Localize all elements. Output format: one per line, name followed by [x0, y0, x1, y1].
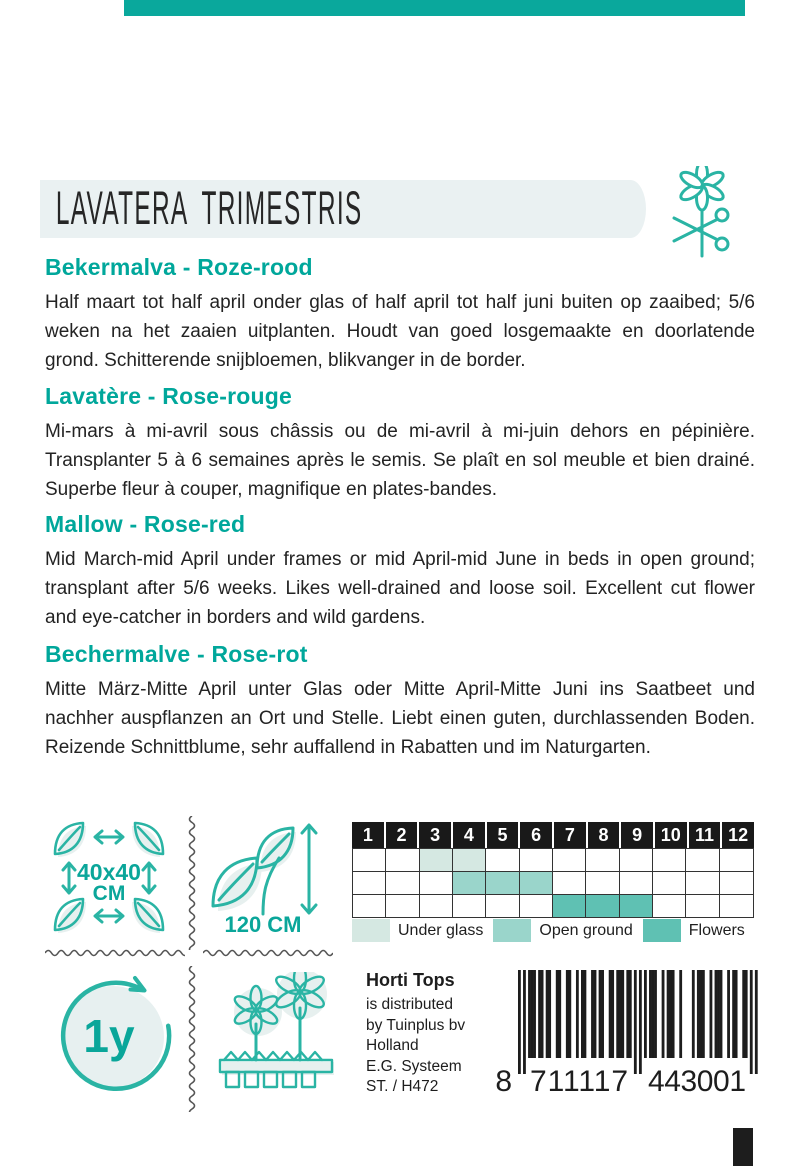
calendar-cell-r2-m10 [653, 895, 686, 917]
legend-swatch [352, 919, 390, 942]
calendar-month-2: 2 [386, 822, 418, 848]
legend-item-under-glass [352, 919, 483, 942]
legend-item-flowers [643, 919, 745, 942]
legend-swatch [493, 919, 531, 942]
heading-german: Bechermalve - Rose-rot [45, 641, 308, 667]
section-french [45, 383, 755, 504]
distributor-name: Horti Tops [366, 970, 455, 990]
calendar-legend [352, 919, 755, 942]
section-english [45, 511, 755, 632]
legend-label: Under glass [398, 921, 484, 939]
calendar-cell-r2-m7 [553, 895, 586, 917]
divider-wave-horizontal-left [45, 948, 185, 958]
body-french: Mi-mars à mi-avril sous châssis ou de mi-avril à mi-juin dehors en pépinière. Transplanter 5 à 6 semaines après le semis. Se plaît en sol meuble et bien drainé. Superbe fleur à couper, magnifique en plates-bandes. [45, 421, 755, 500]
height-label: 120 CM [224, 912, 302, 937]
annual-label: 1y [83, 1010, 135, 1062]
plant-height-icon [205, 818, 335, 938]
calendar-cell-r1-m9 [620, 872, 653, 895]
calendar-cell-r1-m1 [353, 872, 386, 895]
calendar-month-12: 12 [722, 822, 754, 848]
title-band [40, 180, 646, 238]
calendar-month-5: 5 [487, 822, 519, 848]
body-dutch: Half maart tot half april onder glas of half april tot half juni buiten op zaaibed; 5/6 weken na het zaaien uitplanten. Houdt van goed losgemaakte en doorlatende grond. Schitterende snijbloemen, blikvanger in de border. [45, 292, 755, 371]
heading-dutch: Bekermalva - Roze-rood [45, 254, 313, 280]
calendar-cell-r1-m8 [586, 872, 619, 895]
calendar-cell-r2-m5 [486, 895, 519, 917]
legend-label: Flowers [688, 921, 745, 939]
legend-label: Open ground [539, 921, 633, 939]
calendar-month-9: 9 [621, 822, 653, 848]
calendar-cell-r1-m11 [686, 872, 719, 895]
calendar-body [352, 848, 754, 918]
barcode-digits-left: 711117 [530, 1065, 628, 1096]
calendar-cell-r2-m4 [453, 895, 486, 917]
distributor-line: by Tuinplus bv [366, 1016, 466, 1034]
print-corner-mark [733, 1128, 753, 1166]
calendar-cell-r0-m5 [486, 849, 519, 872]
calendar-cell-r0-m12 [720, 849, 753, 872]
barcode-bars [518, 970, 758, 1074]
calendar-cell-r0-m2 [386, 849, 419, 872]
calendar-cell-r0-m6 [520, 849, 553, 872]
calendar-cell-r2-m8 [586, 895, 619, 917]
plant-spacing-icon [50, 820, 168, 938]
section-dutch [45, 254, 755, 375]
body-english: Mid March-mid April under frames or mid April-mid June in beds in open ground; transplant after 5/6 weeks. Likes well-drained and loose soil. Excellent cut flower and eye-catcher in borders and wild gardens. [45, 549, 755, 628]
calendar-cell-r0-m11 [686, 849, 719, 872]
calendar-month-8: 8 [588, 822, 620, 848]
distributor-line: is distributed [366, 996, 454, 1013]
calendar-cell-r2-m2 [386, 895, 419, 917]
heading-french: Lavatère - Rose-rouge [45, 383, 293, 409]
barcode-digits-right: 443001 [648, 1065, 746, 1096]
distributor-line: ST. / H472 [366, 1078, 439, 1095]
barcode-digit-lead: 8 [495, 1065, 512, 1096]
calendar-month-10: 10 [655, 822, 687, 848]
calendar-month-7: 7 [554, 822, 586, 848]
calendar-cell-r2-m6 [520, 895, 553, 917]
legend-swatch [643, 919, 681, 942]
distributor-line: E.G. Systeem [366, 1057, 462, 1075]
calendar-cell-r1-m12 [720, 872, 753, 895]
calendar-cell-r0-m7 [553, 849, 586, 872]
calendar-cell-r0-m3 [420, 849, 453, 872]
spacing-label-line2: CM [92, 882, 126, 905]
calendar-month-header [352, 822, 754, 848]
legend-item-open-ground [493, 919, 632, 942]
calendar-cell-r2-m3 [420, 895, 453, 917]
distributor-line: Holland [366, 1037, 419, 1054]
heading-english: Mallow - Rose-red [45, 511, 246, 537]
divider-wave-horizontal-right [203, 948, 333, 958]
flowers-in-planter-icon [210, 972, 338, 1094]
calendar-month-6: 6 [520, 822, 552, 848]
calendar-cell-r1-m3 [420, 872, 453, 895]
calendar-cell-r2-m11 [686, 895, 719, 917]
calendar-cell-r2-m9 [620, 895, 653, 917]
calendar-month-1: 1 [352, 822, 384, 848]
calendar-cell-r1-m10 [653, 872, 686, 895]
section-german [45, 641, 755, 762]
barcode [468, 970, 768, 1096]
calendar-cell-r1-m2 [386, 872, 419, 895]
calendar-month-4: 4 [453, 822, 485, 848]
calendar-cell-r1-m7 [553, 872, 586, 895]
calendar-cell-r2-m12 [720, 895, 753, 917]
calendar-cell-r1-m6 [520, 872, 553, 895]
sowing-calendar [352, 822, 754, 918]
calendar-cell-r0-m9 [620, 849, 653, 872]
spacing-label-line1: 40x40 [77, 859, 141, 885]
top-brand-bar [124, 0, 745, 16]
cut-flower-icon [660, 166, 750, 258]
page-title: LAVATERA TRIMESTRIS [55, 181, 363, 235]
calendar-cell-r1-m4 [453, 872, 486, 895]
calendar-cell-r0-m1 [353, 849, 386, 872]
calendar-cell-r2-m1 [353, 895, 386, 917]
annual-cycle-icon [56, 974, 174, 1094]
calendar-month-3: 3 [419, 822, 451, 848]
calendar-month-11: 11 [689, 822, 721, 848]
divider-wave-vertical-bottom [186, 966, 198, 1112]
calendar-cell-r0-m10 [653, 849, 686, 872]
calendar-cell-r0-m4 [453, 849, 486, 872]
divider-wave-vertical-top [186, 816, 198, 950]
calendar-cell-r0-m8 [586, 849, 619, 872]
body-german: Mitte März-Mitte April unter Glas oder Mitte April-Mitte Juni ins Saatbeet und nachher auspflanzen an Ort und Stelle. Liebt einen guten, durchlassenden Boden. Reizende Schnittblume, sehr auffallend in Rabatten und im Naturgarten. [45, 679, 755, 758]
calendar-cell-r1-m5 [486, 872, 519, 895]
